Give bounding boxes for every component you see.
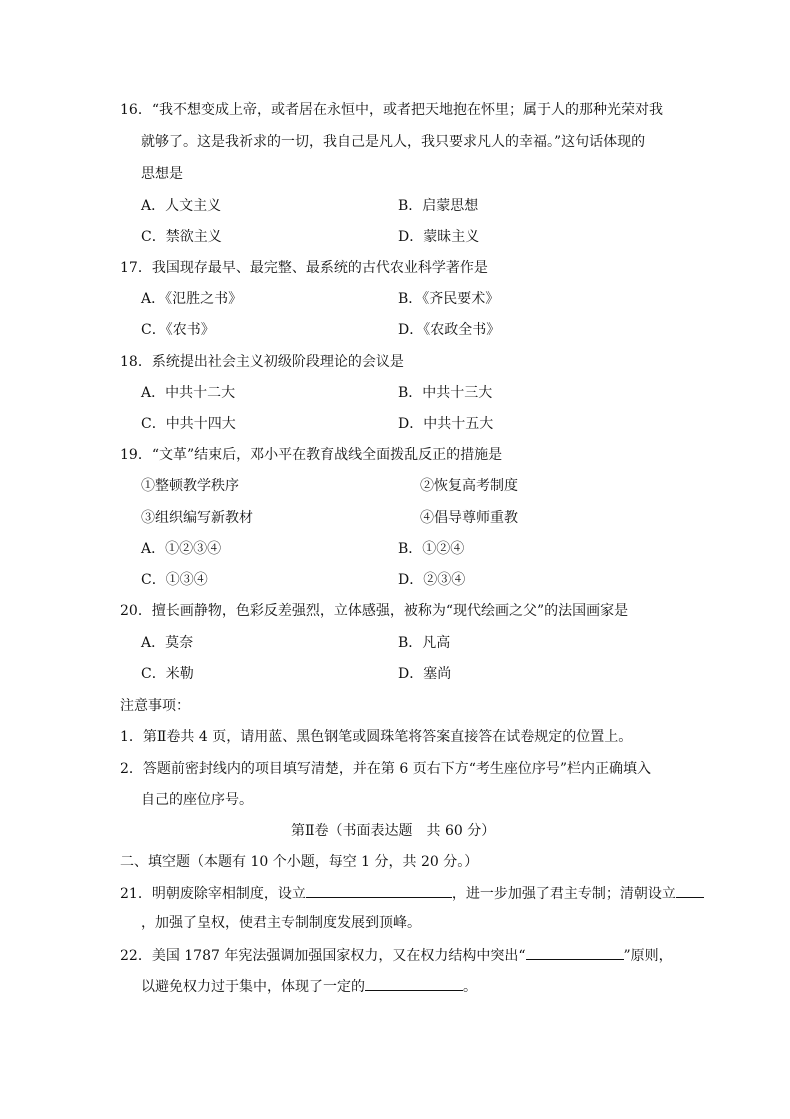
q19-statement-4: ④倡导尊师重教 bbox=[420, 510, 518, 526]
q22-text-4: 。 bbox=[463, 979, 477, 995]
q19-statement-1: ①整顿教学秩序 bbox=[141, 478, 239, 494]
q19-option-b: B．①②④ bbox=[398, 541, 465, 557]
q18-option-d: D．中共十五大 bbox=[398, 416, 494, 432]
q16-stem-line1: 16．“我不想变成上帝，或者居在永恒中，或者把天地抱在怀里；属于人的那种光荣对我 bbox=[120, 102, 663, 118]
q22-blank-2[interactable] bbox=[365, 976, 463, 991]
q22-blank-1[interactable] bbox=[526, 945, 624, 960]
q16-stem-line3: 思想是 bbox=[141, 166, 183, 182]
q17-option-a: A．《氾胜之书》 bbox=[141, 291, 243, 307]
q21-blank-2[interactable] bbox=[676, 883, 704, 898]
section-fill-in-title: 二、填空题（本题有 10 个小题，每空 1 分，共 20 分。） bbox=[120, 854, 479, 870]
q21-line2: ，加强了皇权，使君主专制制度发展到顶峰。 bbox=[141, 915, 421, 931]
q19-option-c: C．①③④ bbox=[141, 572, 208, 588]
q22-text-3: 以避免权力过于集中，体现了一定的 bbox=[141, 979, 365, 995]
q21-blank-1[interactable] bbox=[306, 883, 452, 898]
q22-line1 bbox=[120, 945, 673, 965]
part2-title: 第Ⅱ卷（书面表达题 共 60 分） bbox=[291, 823, 496, 839]
notes-item-2-line2: 自己的座位序号。 bbox=[141, 792, 253, 808]
q16-option-c: C．禁欲主义 bbox=[141, 229, 222, 245]
q22-text-2: ”原则， bbox=[623, 948, 673, 964]
q22-line2 bbox=[141, 976, 477, 996]
q16-option-a: A．人文主义 bbox=[141, 198, 222, 214]
q19-stem: 19．“文革”结束后，邓小平在教育战线全面拨乱反正的措施是 bbox=[120, 447, 503, 463]
q17-option-d: D．《农政全书》 bbox=[398, 322, 501, 338]
q19-option-d: D．②③④ bbox=[398, 572, 466, 588]
q18-option-b: B．中共十三大 bbox=[398, 385, 493, 401]
notes-item-2-line1: 2．答题前密封线内的项目填写清楚，并在第 6 页右下方“考生座位序号”栏内正确填入 bbox=[120, 761, 652, 777]
q17-option-b: B．《齐民要术》 bbox=[398, 291, 500, 307]
q19-statement-3: ③组织编写新教材 bbox=[141, 510, 253, 526]
q22-text-1: 22．美国 1787 年宪法强调加强国家权力，又在权力结构中突出“ bbox=[120, 948, 526, 964]
notes-title: 注意事项： bbox=[120, 698, 190, 714]
q17-stem: 17．我国现存最早、最完整、最系统的古代农业科学著作是 bbox=[120, 260, 488, 276]
q21-text-1: 21．明朝废除宰相制度，设立 bbox=[120, 886, 306, 902]
q18-option-c: C．中共十四大 bbox=[141, 416, 236, 432]
q20-option-d: D．塞尚 bbox=[398, 666, 452, 682]
q20-option-b: B．凡高 bbox=[398, 635, 451, 651]
q20-option-a: A．莫奈 bbox=[141, 635, 194, 651]
q20-option-c: C．米勒 bbox=[141, 666, 194, 682]
q18-option-a: A．中共十二大 bbox=[141, 385, 236, 401]
q19-statement-2: ②恢复高考制度 bbox=[420, 478, 518, 494]
q21-text-2: ，进一步加强了君主专制；清朝设立 bbox=[451, 886, 676, 902]
notes-item-1: 1．第Ⅱ卷共 4 页，请用蓝、黑色钢笔或圆珠笔将答案直接答在试卷规定的位置上。 bbox=[120, 729, 633, 745]
q20-stem: 20．擅长画静物，色彩反差强烈，立体感强，被称为“现代绘画之父”的法国画家是 bbox=[120, 603, 629, 619]
q16-stem-line2: 就够了。这是我祈求的一切，我自己是凡人，我只要求凡人的幸福。”这句话体现的 bbox=[141, 134, 646, 150]
q19-option-a: A．①②③④ bbox=[141, 541, 222, 557]
q18-stem: 18．系统提出社会主义初级阶段理论的会议是 bbox=[120, 354, 404, 370]
q17-option-c: C．《农书》 bbox=[141, 322, 215, 338]
q21-line1 bbox=[120, 883, 704, 903]
q16-option-b: B．启蒙思想 bbox=[398, 198, 479, 214]
q16-option-d: D．蒙昧主义 bbox=[398, 229, 480, 245]
